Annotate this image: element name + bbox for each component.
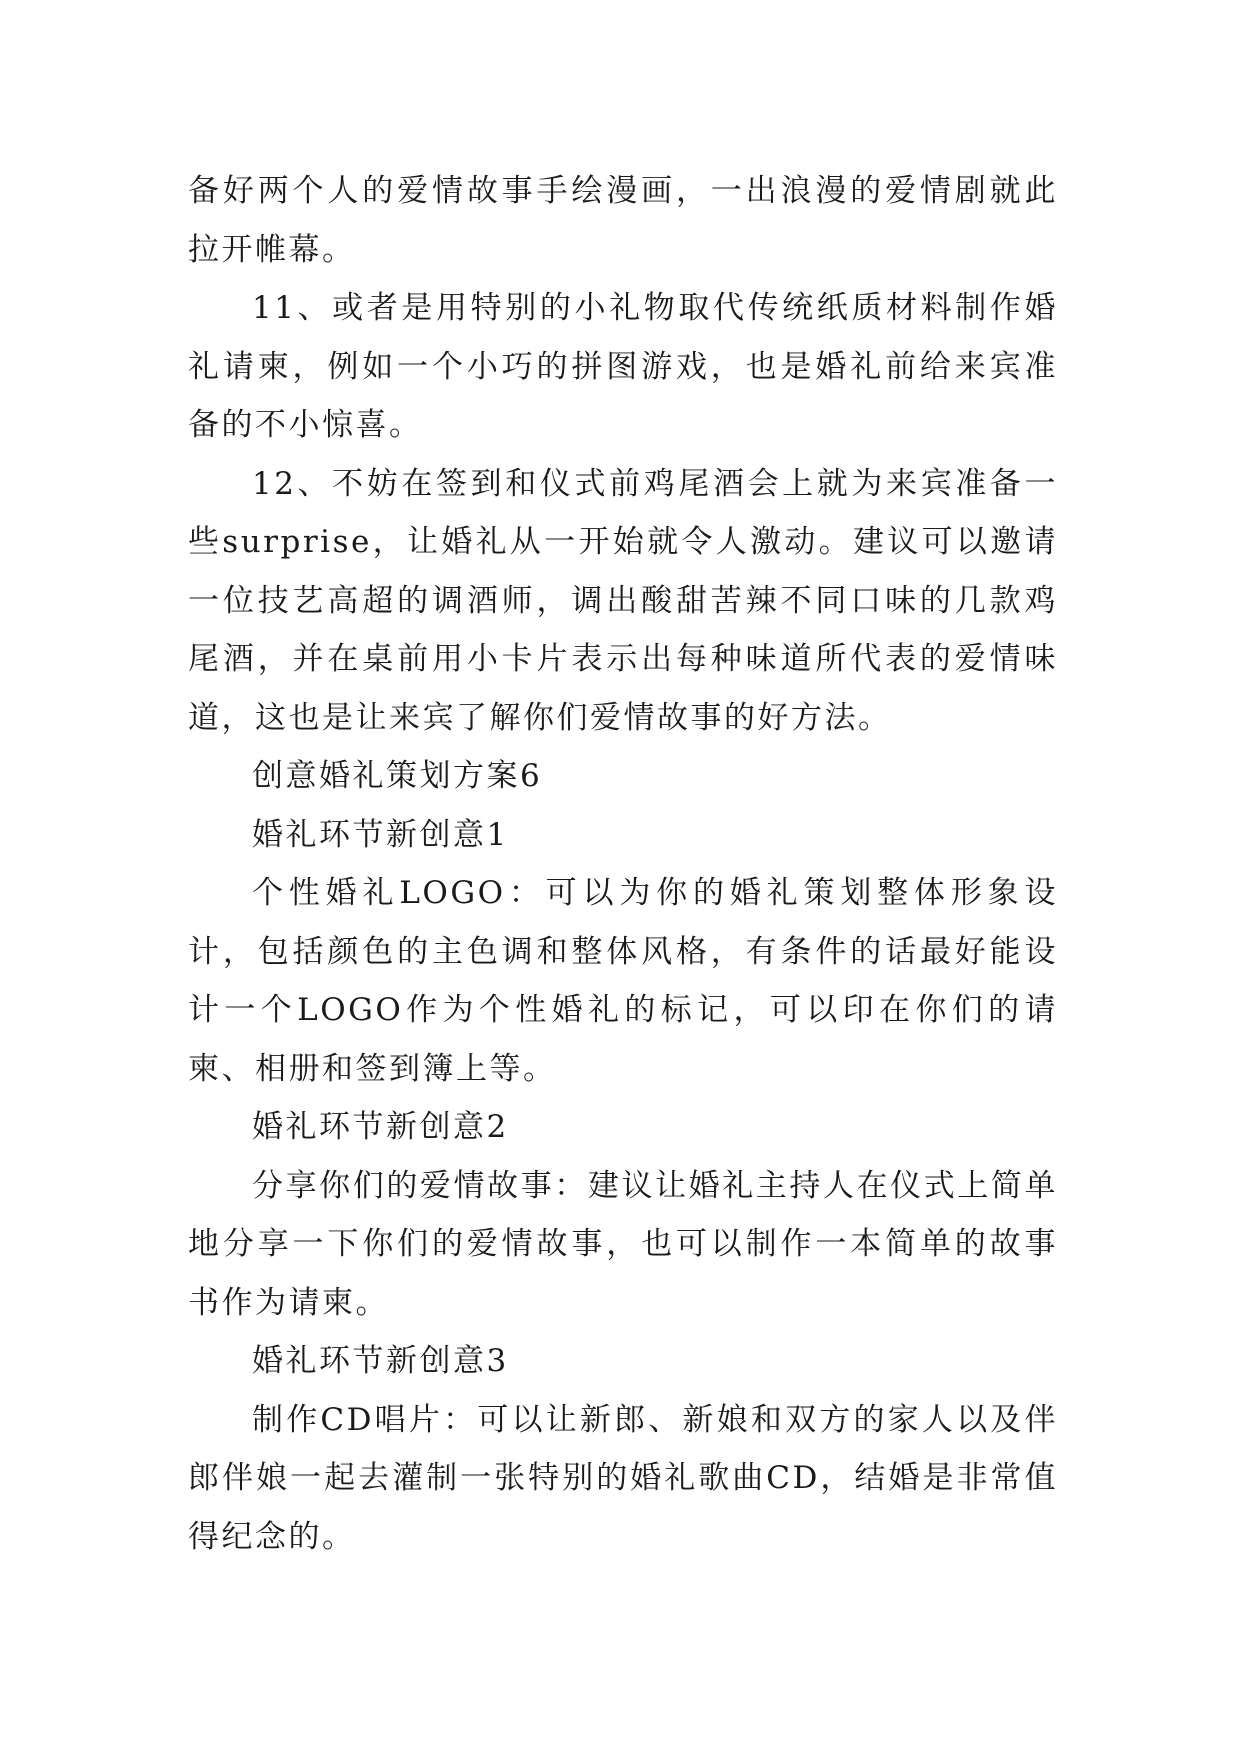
document-body (188, 162, 1058, 1566)
paragraph-item-11: 11、或者是用特别的小礼物取代传统纸质材料制作婚礼请柬，例如一个小巧的拼图游戏，也是婚礼前给来宾准备的不小惊喜。 (188, 290, 1058, 443)
subheading-idea-3: 婚礼环节新创意3 (252, 1343, 509, 1379)
section-heading-plan-6: 创意婚礼策划方案6 (252, 758, 543, 794)
paragraph-cd-record: 制作CD唱片：可以让新郎、新娘和双方的家人以及伴郎伴娘一起去灌制一张特别的婚礼歌曲CD，结婚是非常值得纪念的。 (188, 1401, 1058, 1555)
subheading-idea-1: 婚礼环节新创意1 (252, 816, 509, 853)
paragraph-item-12: 12、不妨在签到和仪式前鸡尾酒会上就为来宾准备一些surprise，让婚礼从一开始就令人激动。建议可以邀请一位技艺高超的调酒师，调出酸甜苦辣不同口味的几款鸡尾酒，并在桌前用小卡片表示出每种味道所代表的爱情味道，这也是让来宾了解你们爱情故事的好方法。 (188, 465, 1058, 736)
paragraph-comic-story: 备好两个人的爱情故事手绘漫画，一出浪漫的爱情剧就此拉开帷幕。 (188, 173, 1058, 268)
paragraph-love-story: 分享你们的爱情故事：建议让婚礼主持人在仪式上简单地分享一下你们的爱情故事，也可以制作一本简单的故事书作为请柬。 (188, 1167, 1058, 1321)
paragraph-logo: 个性婚礼LOGO：可以为你的婚礼策划整体形象设计，包括颜色的主色调和整体风格，有条件的话最好能设计一个LOGO作为个性婚礼的标记，可以印在你们的请柬、相册和签到簿上等。 (188, 875, 1058, 1087)
subheading-idea-2: 婚礼环节新创意2 (252, 1109, 509, 1145)
